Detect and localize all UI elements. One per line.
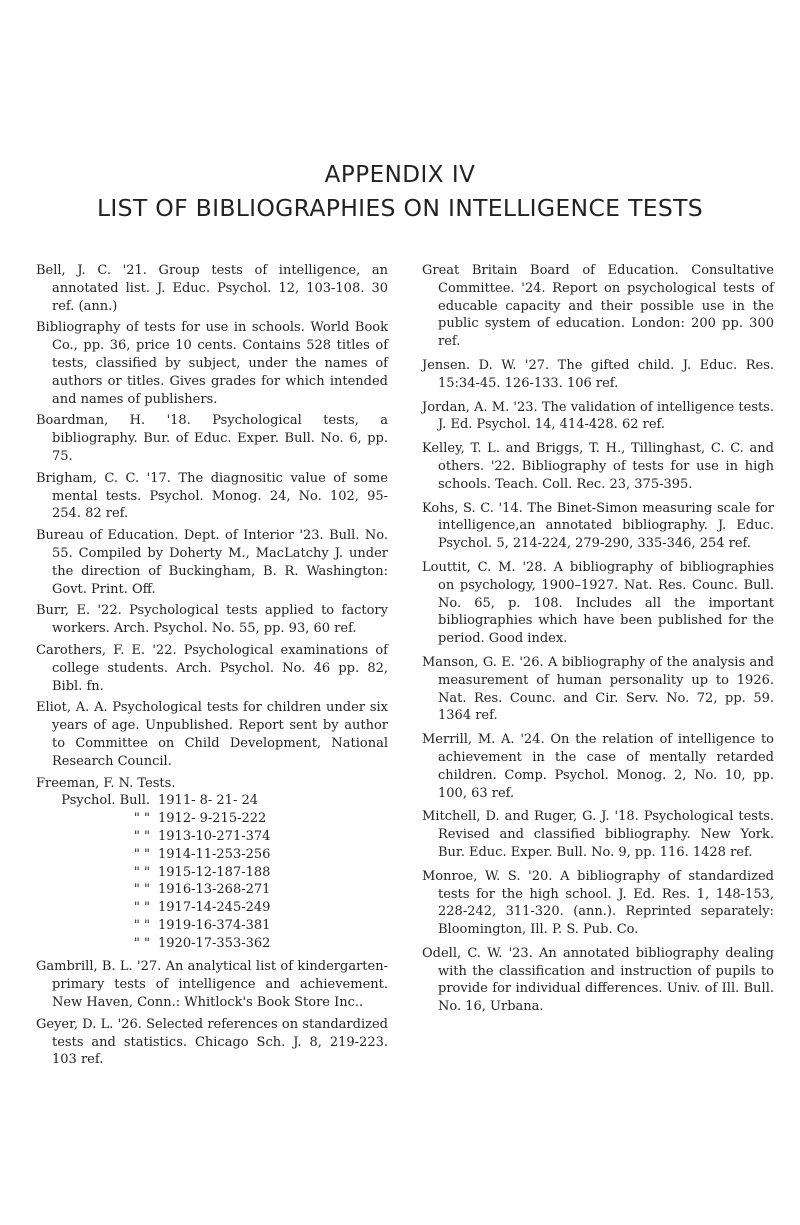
freeman-volume: 1915-12-187-188	[158, 864, 271, 880]
freeman-journal: Psychol. Bull.	[61, 793, 150, 809]
bibliography-entry: Eliot, A. A. Psychological tests for children under six years of age. Unpublished. Report sent by author to Committee on Child Development, National Research Council.	[36, 700, 388, 769]
freeman-row	[36, 828, 388, 846]
bibliography-entry: Boardman, H. '18. Psychological tests, a bibliography. Bur. of Educ. Exper. Bull. No. 6, pp. 75.	[36, 413, 388, 464]
bibliography-entry: Bell, J. C. '21. Group tests of intelligence, an annotated list. J. Educ. Psychol. 12, 103-108. 30 ref. (ann.)	[36, 263, 388, 314]
appendix-heading: APPENDIX IV	[324, 162, 476, 188]
freeman-row	[36, 864, 388, 882]
freeman-volume: 1914-11-253-256	[158, 846, 271, 862]
freeman-row	[36, 899, 388, 917]
freeman-row	[36, 881, 388, 899]
freeman-volume: 1912- 9-215-222	[158, 811, 267, 827]
freeman-ditto: " "	[133, 900, 150, 916]
bibliography-entry: Kelley, T. L. and Briggs, T. H., Tillinghast, C. C. and others. '22. Bibliography of tests for use in high schools. Teach. Coll. Rec. 23, 375-395.	[422, 441, 774, 492]
freeman-row	[36, 810, 388, 828]
freeman-volume: 1917-14-245-249	[158, 900, 271, 916]
freeman-ditto: " "	[133, 917, 150, 933]
freeman-row	[36, 935, 388, 953]
freeman-row	[36, 792, 388, 810]
freeman-entry	[36, 775, 388, 953]
bibliography-entry: Geyer, D. L. '26. Selected references on standardized tests and statistics. Chicago Sch. J. 8, 219-223. 103 ref.	[36, 1016, 388, 1068]
freeman-ditto: " "	[133, 828, 150, 844]
bibliography-entry: Jensen. D. W. '27. The gifted child. J. Educ. Res. 15:34-45. 126-133. 106 ref.	[422, 357, 774, 391]
bibliography-entry: Louttit, C. M. '28. A bibliography of bibliographies on psychology, 1900–1927. Nat. Res. Counc. Bull. No. 65, p. 108. Includes all the important bibliographies which have been published for the period. Good index.	[422, 559, 774, 647]
bibliography-entry: Manson, G. E. '26. A bibliography of the analysis and measurement of human personality up to 1926. Nat. Res. Counc. and Cir. Serv. No. 72, pp. 59. 1364 ref.	[422, 654, 774, 724]
bibliography-entry: Bureau of Education. Dept. of Interior '23. Bull. No. 55. Compiled by Doherty M., MacLatchy J. under the direction of Buckingham, B. R. Washington: Govt. Print. Off.	[36, 528, 388, 597]
bibliography-entry: Carothers, F. E. '22. Psychological examinations of college students. Arch. Psychol. No. 46 pp. 82, Bibl. fn.	[36, 642, 388, 694]
freeman-row	[36, 846, 388, 864]
bibliography-entry: Monroe, W. S. '20. A bibliography of standardized tests for the high school. J. Ed. Res. 1, 148-153, 228-242, 311-320. (ann.). Reprinted separately: Bloomington, Ill. P. S. Pub. Co.	[422, 868, 774, 938]
left-column	[36, 262, 388, 1073]
bibliography-entry: Great Britain Board of Education. Consultative Committee. '24. Report on psychological tests of educable capacity and their possible use in the public system of education. London: 200 pp. 300 ref.	[422, 263, 774, 350]
bibliography-entry: Mitchell, D. and Ruger, G. J. '18. Psychological tests. Revised and classified bibliography. New York. Bur. Educ. Exper. Bull. No. 9, pp. 116. 1428 ref.	[422, 809, 774, 860]
bibliography-entry: Burr, E. '22. Psychological tests applied to factory workers. Arch. Psychol. No. 55, pp. 93, 60 ref.	[36, 603, 388, 637]
bibliography-entry: Gambrill, B. L. '27. An analytical list of kindergarten-primary tests of intelligence and achievement. New Haven, Conn.: Whitlock's Book Store Inc..	[36, 959, 388, 1011]
freeman-row	[36, 917, 388, 935]
freeman-volume: 1919-16-374-381	[158, 917, 271, 933]
freeman-entry-head: Freeman, F. N. Tests.	[36, 775, 176, 791]
freeman-ditto: " "	[133, 811, 150, 827]
page-title: LIST OF BIBLIOGRAPHIES ON INTELLIGENCE TESTS	[97, 194, 703, 222]
freeman-ditto: " "	[133, 935, 150, 951]
bibliography-entry: Brigham, C. C. '17. The diagnositic value of some mental tests. Psychol. Monog. 24, No. 102, 95-254. 82 ref.	[36, 470, 388, 522]
freeman-volume: 1913-10-271-374	[158, 828, 271, 844]
bibliography-entry: Odell, C. W. '23. An annotated bibliography dealing with the classification and instruction of pupils to provide for individual differences. Univ. of Ill. Bull. No. 16, Urbana.	[422, 945, 774, 1015]
bibliography-entry: Bibliography of tests for use in schools. World Book Co., pp. 36, price 10 cents. Contains 528 titles of tests, classified by subject, under the names of authors or titles. Gives grades for which intended and names of publishers.	[36, 320, 388, 407]
freeman-ditto: " "	[133, 864, 150, 880]
bibliography-entry: Kohs, S. C. '14. The Binet-Simon measuring scale for intelligence,an annotated bibliography. J. Educ. Psychol. 5, 214-224, 279-290, 335-346, 254 ref.	[422, 500, 774, 552]
freeman-volume: 1920-17-353-362	[158, 935, 271, 951]
bibliography-entry: Jordan, A. M. '23. The validation of intelligence tests. J. Ed. Psychol. 14, 414-428. 62 ref.	[422, 399, 774, 433]
bibliography-entry: Merrill, M. A. '24. On the relation of intelligence to achievement in the case of mentally retarded children. Comp. Psychol. Monog. 2, No. 10, pp. 100, 63 ref.	[422, 732, 774, 801]
freeman-volume: 1911- 8- 21- 24	[158, 793, 259, 809]
right-column	[422, 262, 774, 1022]
freeman-ditto: " "	[133, 846, 150, 862]
freeman-ditto: " "	[133, 882, 150, 898]
freeman-volume: 1916-13-268-271	[158, 882, 271, 898]
